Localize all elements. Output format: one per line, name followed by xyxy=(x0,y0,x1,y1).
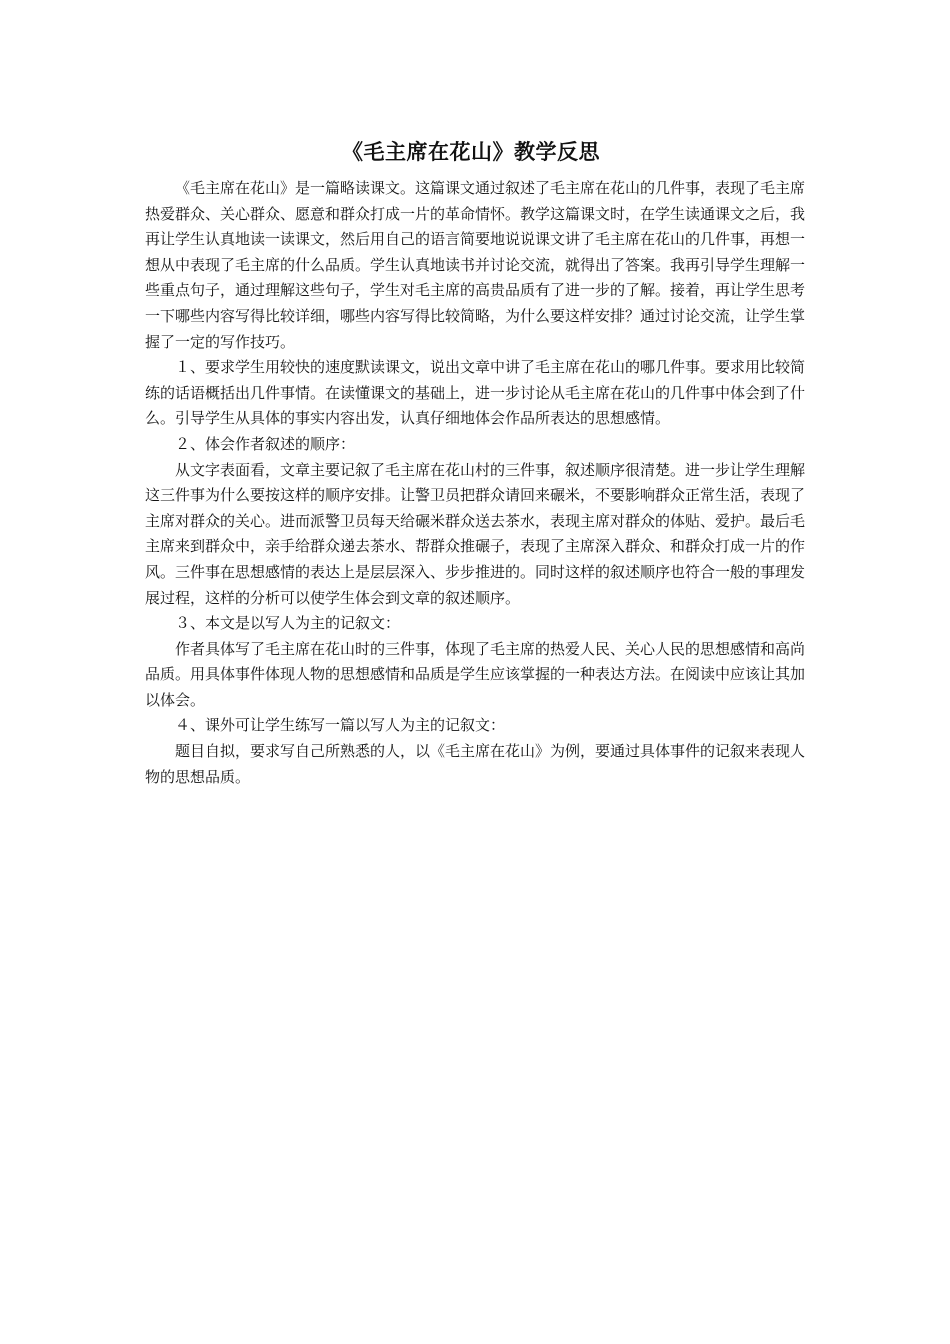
document-page xyxy=(145,136,805,790)
paragraph-point-4-heading: ４、课外可让学生练写一篇以写人为主的记叙文： xyxy=(175,716,506,735)
document-title: 《毛主席在花山》教学反思 xyxy=(342,139,600,164)
paragraph-point-3-body: 作者具体写了毛主席在花山时的三件事，体现了毛主席的热爱人民、关心人民的思想感情和高尚品质。用具体事件体现人物的思想感情和品质是学生应该掌握的一种表达方法。在阅读中应该让其加以体会。 xyxy=(145,639,806,709)
paragraph-point-3-heading: ３、本文是以写人为主的记叙文： xyxy=(175,614,401,633)
paragraph-point-2-body: 从文字表面看，文章主要记叙了毛主席在花山村的三件事，叙述顺序很清楚。进一步让学生理解这三件事为什么要按这样的顺序安排。让警卫员把群众请回来碾米，不要影响群众正常生活，表现了主席对群众的关心。进而派警卫员每天给碾米群众送去茶水，表现主席对群众的体贴、爱护。最后毛主席来到群众中，亲手给群众递去茶水、帮群众推碾子，表现了主席深入群众、和群众打成一片的作风。三件事在思想感情的表达上是层层深入、步步推进的。同时这样的叙述顺序也符合一般的事理发展过程，这样的分析可以使学生体会到文章的叙述顺序。 xyxy=(145,460,806,607)
paragraph-point-1: １、要求学生用较快的速度默读课文，说出文章中讲了毛主席在花山的哪几件事。要求用比较简练的话语概括出几件事情。在读懂课文的基础上，进一步讨论从毛主席在花山的几件事中体会到了什么。引导学生从具体的事实内容出发，认真仔细地体会作品所表达的思想感情。 xyxy=(145,358,806,428)
paragraph-point-2-heading: ２、体会作者叙述的顺序： xyxy=(175,434,356,453)
paragraph-intro: 《毛主席在花山》是一篇略读课文。这篇课文通过叙述了毛主席在花山的几件事，表现了毛主席热爱群众、关心群众、愿意和群众打成一片的革命情怀。教学这篇课文时，在学生读通课文之后，我再让学生认真地读一读课文，然后用自己的语言简要地说说课文讲了毛主席在花山的几件事，再想一想从中表现了毛主席的什么品质。学生认真地读书并讨论交流，就得出了答案。我再引导学生理解一些重点句子，通过理解这些句子，学生对毛主席的高贵品质有了进一步的了解。接着，再让学生思考一下哪些内容写得比较详细，哪些内容写得比较简略，为什么要这样安排？通过讨论交流，让学生掌握了一定的写作技巧。 xyxy=(145,179,806,351)
paragraph-point-4-body: 题目自拟，要求写自己所熟悉的人，以《毛主席在花山》为例，要通过具体事件的记叙来表现人物的思想品质。 xyxy=(145,742,806,786)
